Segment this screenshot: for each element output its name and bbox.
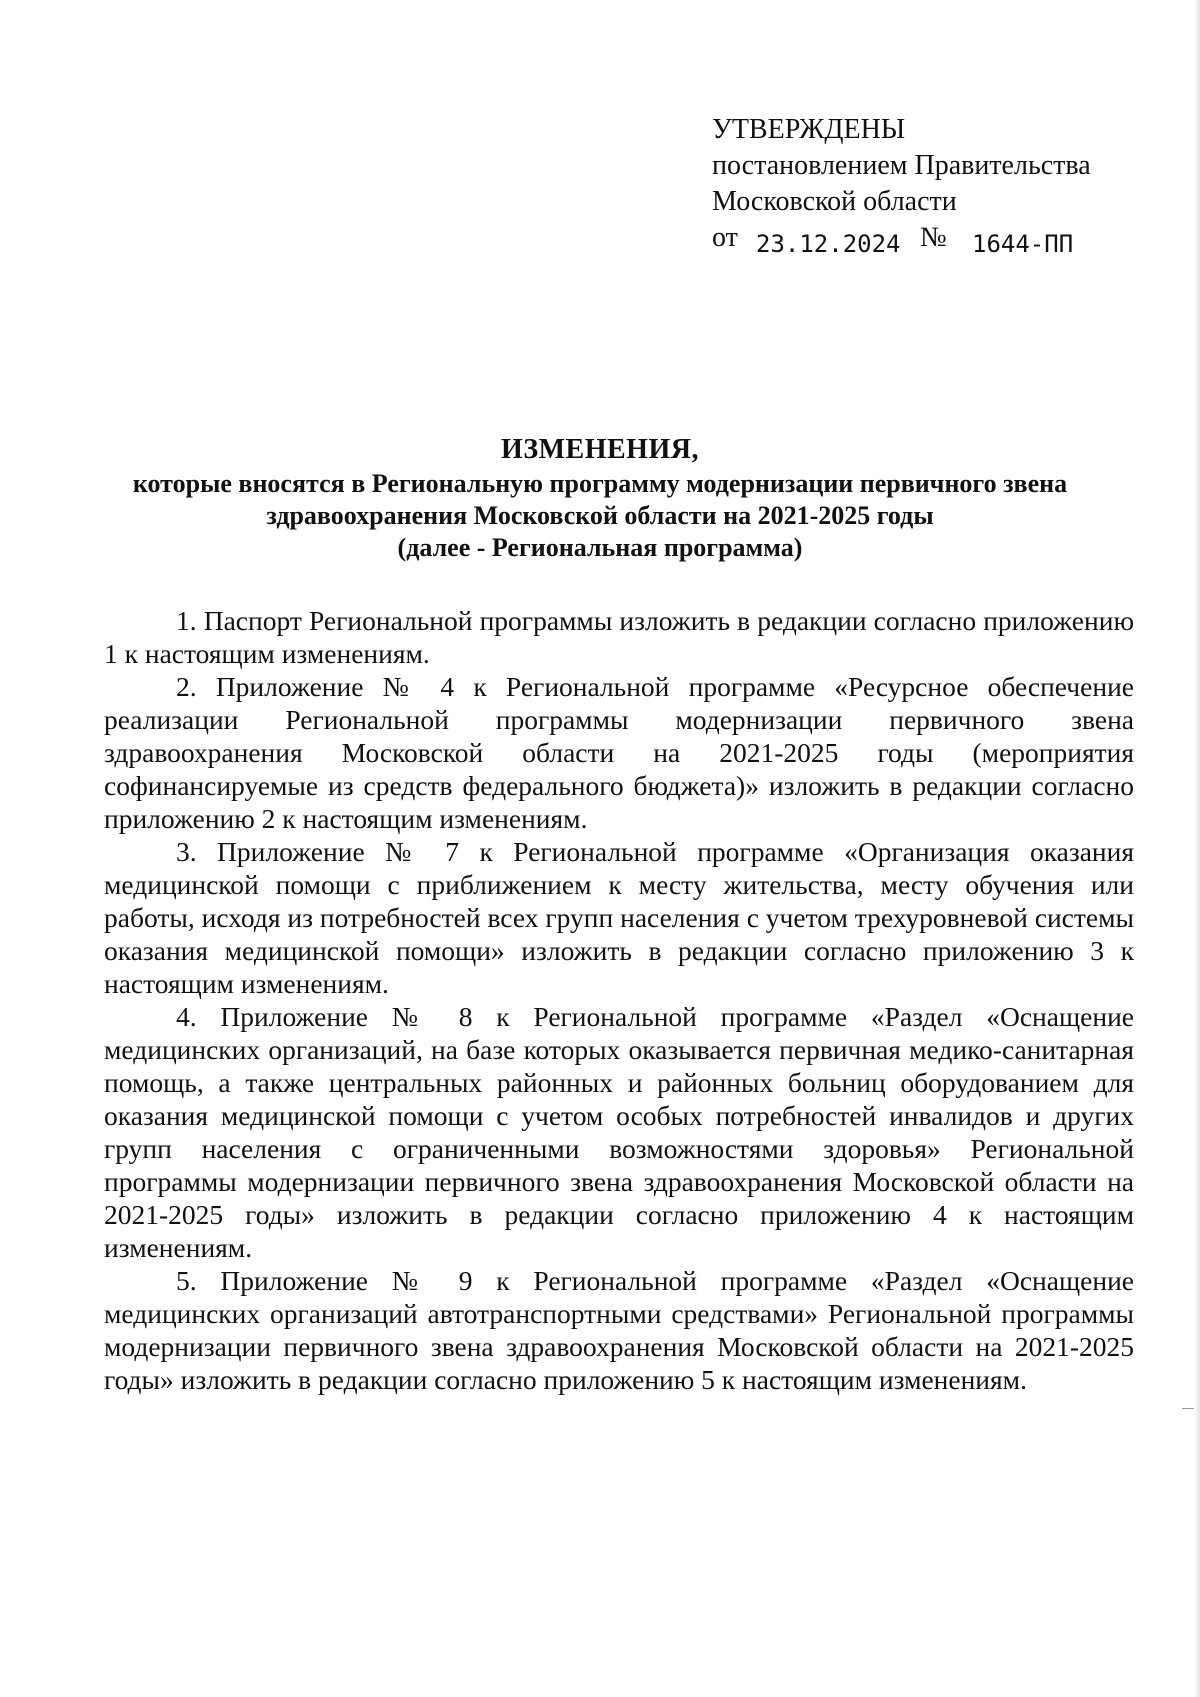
document-body <box>104 604 1134 1396</box>
paragraph-1: 1. Паспорт Региональной программы изложить в редакции согласно приложению 1 к настоящим изменениям. <box>104 605 1134 669</box>
scan-edge-shadow <box>1194 0 1200 1697</box>
document-title <box>0 432 1200 564</box>
approval-heading: УТВЕРЖДЕНЫ <box>712 114 906 145</box>
approval-date-line <box>712 220 1152 256</box>
paragraph-3: 3. Приложение № 7 к Региональной программе «Организация оказания медицинской помощи с приближением к месту жительства, месту обучения или работы, исходя из потребностей всех групп населения с учетом трехуровневой системы оказания медицинской помощи» изложить в редакции согласно приложению 3 к настоящим изменениям. <box>104 836 1134 999</box>
approval-date: 23.12.2024 <box>756 230 901 258</box>
date-from-label: от <box>712 222 738 253</box>
approval-number: 1644-ПП <box>972 230 1074 258</box>
approval-block <box>712 112 1152 256</box>
title-subtitle-line-1: которые вносятся в Региональную программу модернизации первичного звена <box>132 469 1068 498</box>
approval-region-line: Московской области <box>712 186 957 217</box>
scan-edge-mark <box>1182 1408 1194 1409</box>
paragraph-5: 5. Приложение № 9 к Региональной программе «Раздел «Оснащение медицинских организаций автотранспортными средствами» Региональной программы модернизации первичного звена здравоохранения Московской области на 2021-2025 годы» изложить в редакции согласно приложению 5 к настоящим изменениям. <box>104 1265 1134 1395</box>
title-subtitle-line-3: (далее - Региональная программа) <box>397 533 803 562</box>
title-subtitle-line-2: здравоохранения Московской области на 2021-2025 годы <box>266 501 934 530</box>
approval-issuer-line: постановлением Правительства <box>712 150 1091 181</box>
title-main: ИЗМЕНЕНИЯ, <box>501 434 699 465</box>
number-sign: № <box>920 222 947 253</box>
paragraph-4: 4. Приложение № 8 к Региональной программе «Раздел «Оснащение медицинских организаций, на базе которых оказывается первичная медико-санитарная помощь, а также центральных районных и районных больниц оборудованием для оказания медицинской помощи с учетом особых потребностей инвалидов и других групп населения с ограниченными возможностями здоровья» Региональной программы модернизации первичного звена здравоохранения Московской области на 2021-2025 годы» изложить в редакции согласно приложению 4 к настоящим изменениям. <box>104 1001 1134 1263</box>
paragraph-2: 2. Приложение № 4 к Региональной программе «Ресурсное обеспечение реализации Региональной программы модернизации первичного звена здравоохранения Московской области на 2021-2025 годы (мероприятия софинансируемые из средств федерального бюджета)» изложить в редакции согласно приложению 2 к настоящим изменениям. <box>104 671 1134 834</box>
